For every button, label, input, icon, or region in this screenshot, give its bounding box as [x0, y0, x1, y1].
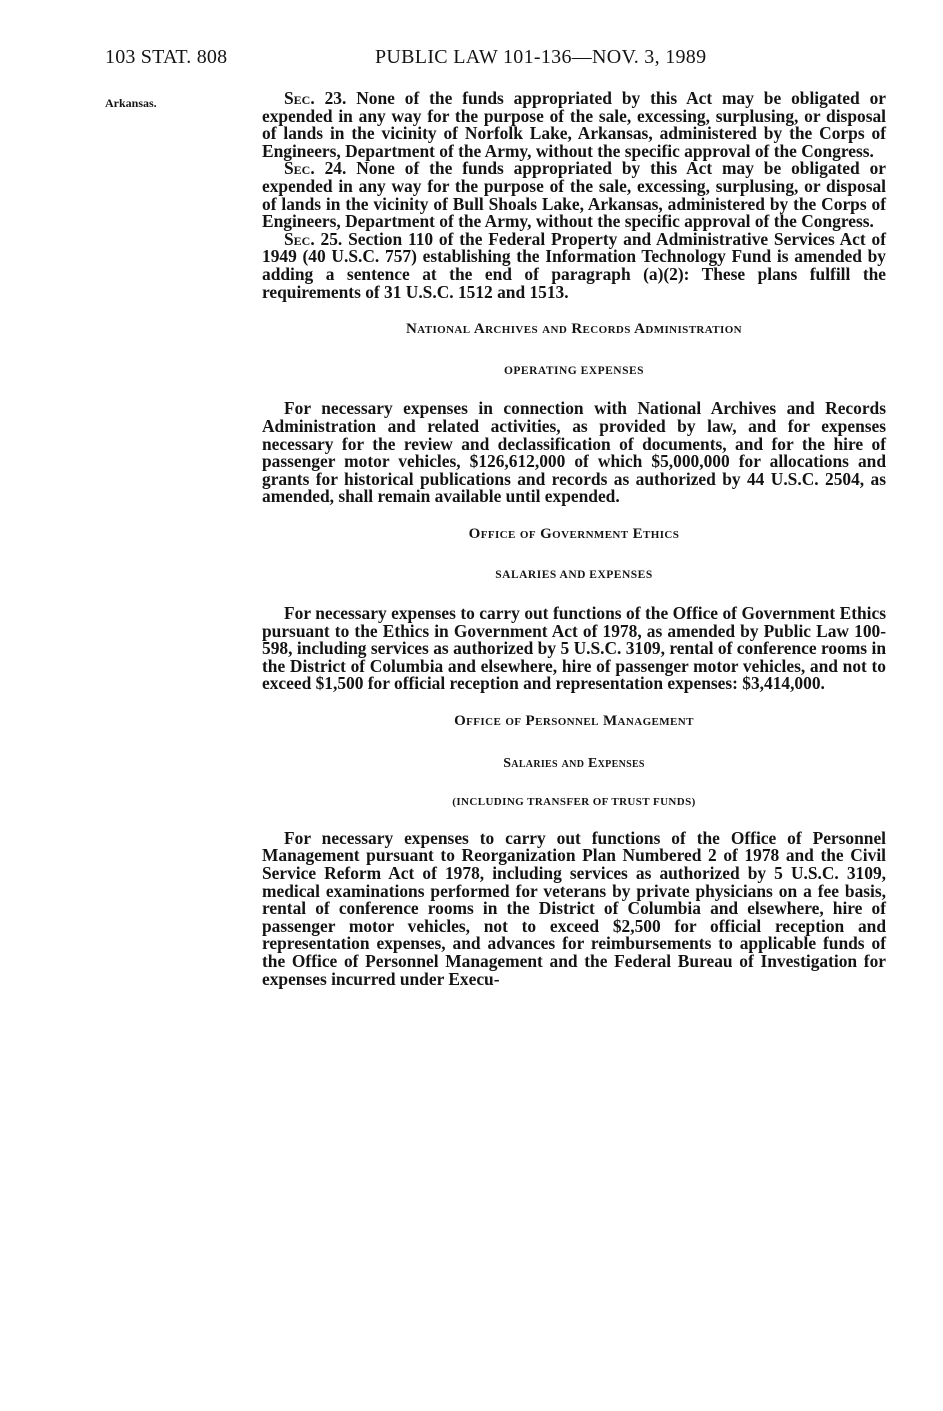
section-24 [262, 160, 886, 230]
section-text: None of the funds appropriated by this Act may be obligated or expended in any way for the purpose of the sale, excessing, surplusing, or disposal of lands in the vicinity of Bull Shoals Lake, Arkansas, administered by the Corps of Engineers, Department of the Army, without the specific approval of the Congress. [262, 158, 886, 232]
oge-paragraph: For necessary expenses to carry out functions of the Office of Government Ethics pursuant to the Ethics in Government Act of 1978, as amended by Public Law 100-598, including services as authorized by 5 U.S.C. 3109, rental of conference rooms in the District of Columbia and elsewhere, hire of passenger motor vehicles, and not to exceed $1,500 for official reception and representation expenses: $3,414,000. [262, 603, 886, 694]
opm-paragraph: For necessary expenses to carry out functions of the Office of Personnel Management pursuant to Reorganization Plan Numbered 2 of 1978 and the Civil Service Reform Act of 1978, including services as authorized by 5 U.S.C. 3109, medical examinations performed for veterans by private physicians on a fee basis, rental of conference rooms in the District of Columbia and elsewhere, hire of passenger motor vehicles, not to exceed $2,500 for official reception and representation expenses, and advances for reimbursements to applicable funds of the Office of Personnel Management and the Federal Bureau of Investigation for expenses incurred under Execu- [262, 827, 886, 989]
law-title: PUBLIC LAW 101-136—NOV. 3, 1989 [375, 46, 707, 68]
section-label: Sec. 25. [284, 228, 343, 249]
subheading-opm: (INCLUDING TRANSFER OF TRUST FUNDS) [452, 796, 696, 809]
section-text: Section 110 of the Federal Property and Administrative Services Act of 1949 (40 U.S.C. 757) establishing the Information Technology Fund is amended by adding a sentence at the end of paragraph (a)(2): These plans fulfill the requirements of 31 U.S.C. 1512 and 1513. [262, 228, 886, 302]
section-label: Sec. 24. [284, 158, 347, 179]
agency-heading-nara: National Archives and Records Administration [405, 321, 743, 338]
section-23 [262, 90, 886, 160]
page-header [105, 46, 895, 74]
stat-reference: 103 STAT. 808 [105, 46, 228, 68]
nara-paragraph: For necessary expenses in connection with National Archives and Records Administration and related activities, as provided by law, and for expenses necessary for the review and declassification of documents, and for the hire of passenger motor vehicles, $126,612,000 of which $5,000,000 for allocations and grants for historical publications and records as authorized by 44 U.S.C. 2504, as amended, shall remain available until expended. [262, 398, 886, 507]
agency-heading-opm: Office of Personnel Management [454, 713, 694, 730]
body-column [262, 90, 886, 988]
section-text: None of the funds appropriated by this Act may be obligated or expended in any way for the purpose of the sale, excessing, surplusing, or disposal of lands in the vicinity of Norfolk Lake, Arkansas, administered by the Corps of Engineers, Department of the Army, without the specific approval of the Congress. [262, 88, 886, 161]
account-heading-nara: OPERATING EXPENSES [503, 364, 645, 377]
section-label: Sec. 23. [284, 88, 347, 108]
account-heading-oge: SALARIES AND EXPENSES [495, 569, 653, 582]
section-25 [262, 228, 886, 302]
margin-note: Arkansas. [105, 96, 157, 110]
agency-heading-oge: Office of Government Ethics [468, 525, 680, 542]
account-heading-opm: Salaries and Expenses [503, 755, 645, 771]
